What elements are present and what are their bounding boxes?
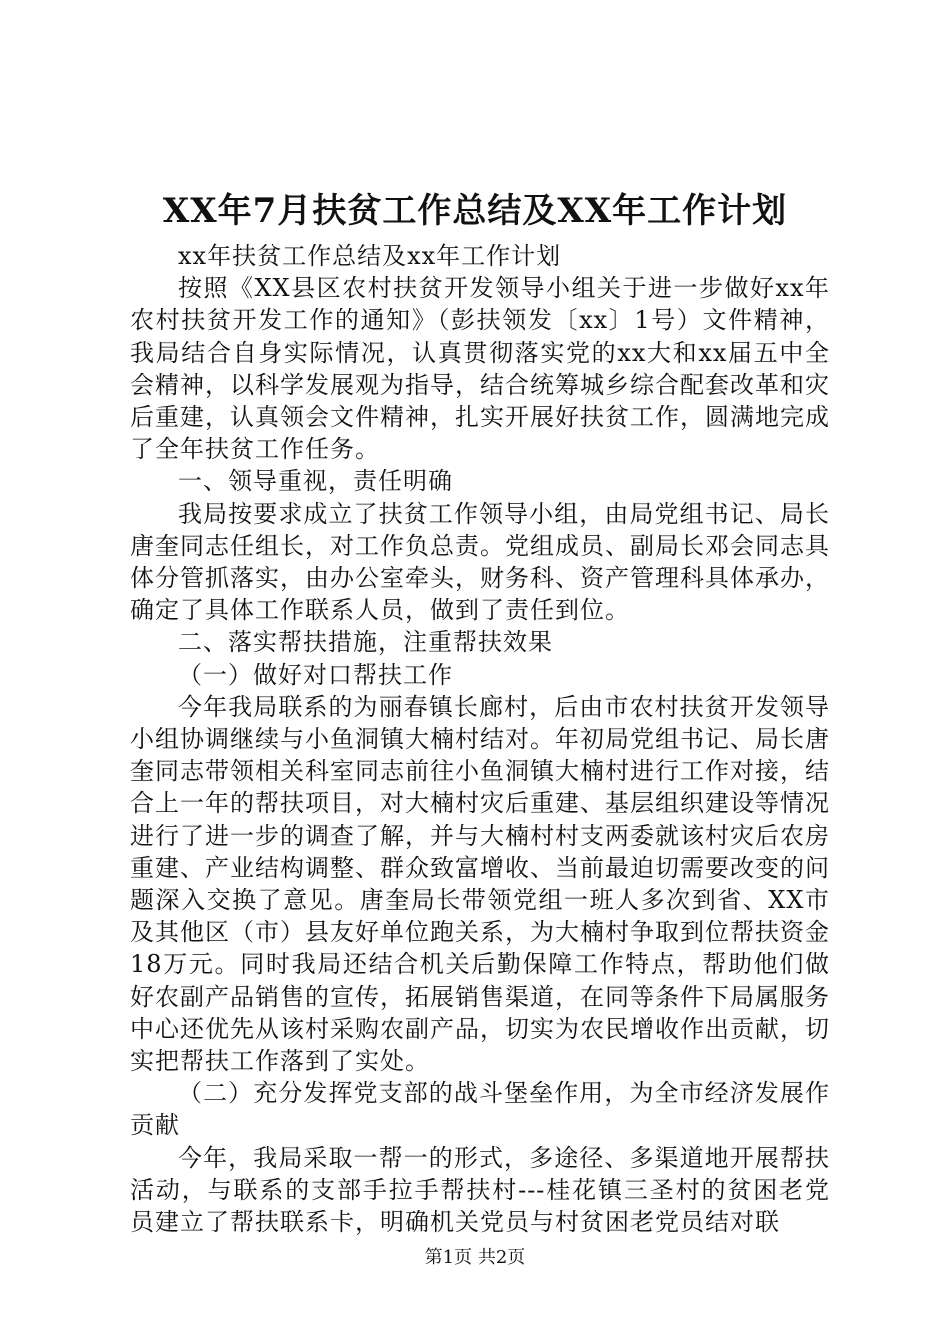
section-heading-1: 一、领导重视，责任明确 — [178, 467, 453, 496]
subsection-heading-2: （二）充分发挥党支部的战斗堡垒作用，为全市经济发展作贡献 — [130, 1079, 830, 1140]
section-heading-2: 二、落实帮扶措施，注重帮扶效果 — [178, 628, 553, 657]
intro-paragraph: 按照《XX县区农村扶贫开发领导小组关于进一步做好xx年农村扶贫开发工作的通知》（彭扶领发〔xx〕1号）文件精神，我局结合自身实际情况，认真贯彻落实党的xx大和xx届五中全会精神，以科学发展观为指导，结合统筹城乡综合配套改革和灾后重建，认真领会文件精神，扎实开展好扶贫工作，圆满地完成了全年扶贫工作任务。 — [130, 274, 830, 464]
page-number-footer: 第1页 共2页 — [424, 1247, 526, 1268]
document-title: XX年7月扶贫工作总结及XX年工作计划 — [162, 191, 788, 231]
subsection-2-paragraph: 今年，我局采取一帮一的形式，多途径、多渠道地开展帮扶活动，与联系的支部手拉手帮扶村---桂花镇三圣村的贫困老党员建立了帮扶联系卡，明确机关党员与村贫困老党员结对联 — [130, 1143, 830, 1237]
subsection-heading-1: （一）做好对口帮扶工作 — [178, 660, 453, 689]
subtitle-paragraph: xx年扶贫工作总结及xx年工作计划 — [178, 242, 562, 270]
section-1-paragraph: 我局按要求成立了扶贫工作领导小组，由局党组书记、局长唐奎同志任组长，对工作负总责。党组成员、副局长邓会同志具体分管抓落实，由办公室牵头，财务科、资产管理科具体承办，确定了具体工作联系人员，做到了责任到位。 — [130, 499, 830, 625]
subsection-1-paragraph: 今年我局联系的为丽春镇长廊村，后由市农村扶贫开发领导小组协调继续与小鱼洞镇大楠村结对。年初局党组书记、局长唐奎同志带领相关科室同志前往小鱼洞镇大楠村进行工作对接，结合上一年的帮扶项目，对大楠村灾后重建、基层组织建设等情况进行了进一步的调查了解，并与大楠村村支两委就该村灾后农房重建、产业结构调整、群众致富增收、当前最迫切需要改变的问题深入交换了意见。唐奎局长带领党组一班人多次到省、XX市及其他区（市）县友好单位跑关系，为大楠村争取到位帮扶资金18万元。同时我局还结合机关后勤保障工作特点，帮助他们做好农副产品销售的宣传，拓展销售渠道，在同等条件下局属服务中心还优先从该村采购农副产品，切实为农民增收作出贡献，切实把帮扶工作落到了实处。 — [130, 692, 830, 1076]
document-body — [130, 240, 830, 1238]
